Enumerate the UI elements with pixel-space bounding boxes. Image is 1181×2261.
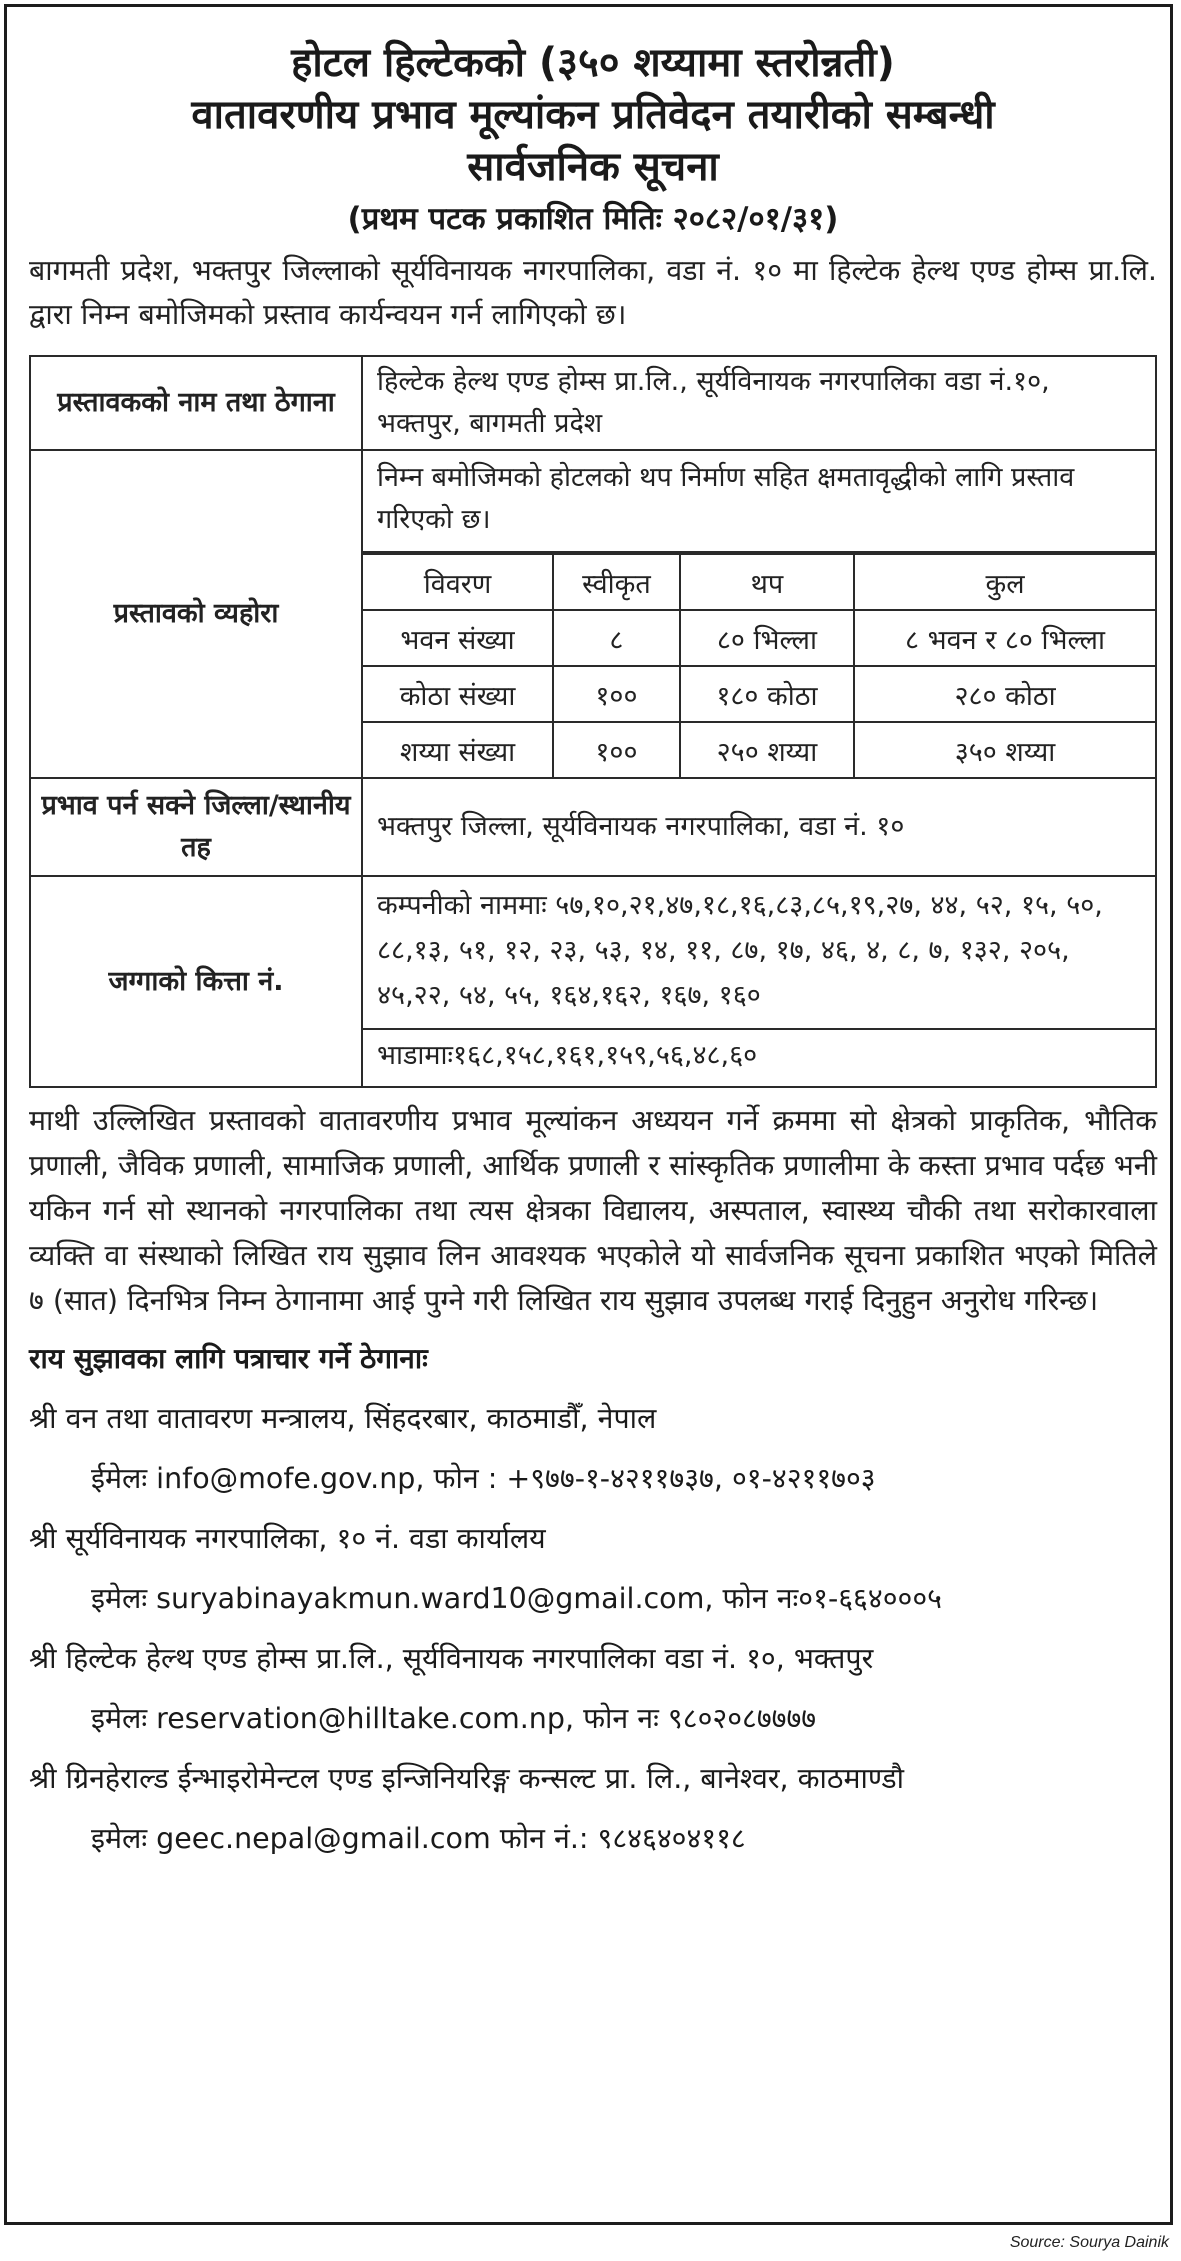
table-row (363, 610, 1155, 666)
table-cell: कोठा संख्या (363, 666, 553, 722)
table-row (30, 778, 1156, 876)
table-cell: १८० कोठा (680, 666, 854, 722)
contact-municipality: इमेलः suryabinayakmun.ward10@gmail.com, फोन नः०१-६६४०००५ (91, 1582, 942, 1615)
table-cell: २८० कोठा (854, 666, 1155, 722)
table-cell: ८ भवन र ८० भिल्ला (854, 610, 1155, 666)
proposal-description: निम्न बमोजिमको होटलको थप निर्माण सहित क्षमतावृद्धीको लागि प्रस्ताव गरिएको छ। (363, 451, 1155, 553)
table-row (30, 876, 1156, 1087)
proponent-value: हिल्टेक हेल्थ एण्ड होम्स प्रा.लि., सूर्यविनायक नगरपालिका वडा नं.१०, भक्तपुर, बागमती प्रदेश (362, 356, 1156, 450)
address-ministry: श्री वन तथा वातावरण मन्त्रालय, सिंहदरबार, काठमाडौँ, नेपाल (29, 1402, 657, 1435)
affected-area-value: भक्तपुर जिल्ला, सूर्यविनायक नगरपालिका, वडा नं. १० (362, 778, 1156, 876)
affected-area-label: प्रभाव पर्न सक्ने जिल्ला/स्थानीय तह (30, 778, 362, 876)
proponent-label: प्रस्तावकको नाम तथा ठेगाना (30, 356, 362, 450)
address-municipality: श्री सूर्यविनायक नगरपालिका, १० नं. वडा कार्यालय (29, 1522, 546, 1555)
notice-frame (4, 4, 1173, 2225)
capacity-table (363, 553, 1155, 777)
table-cell: शय्या संख्या (363, 722, 553, 777)
table-row (30, 450, 1156, 778)
table-cell: भवन संख्या (363, 610, 553, 666)
table-row (30, 356, 1156, 450)
header-cell: विवरण (363, 554, 553, 610)
table-row (363, 666, 1155, 722)
header-cell: कुल (854, 554, 1155, 610)
address-proponent: श्री हिल्टेक हेल्थ एण्ड होम्स प्रा.लि., सूर्यविनायक नगरपालिका वडा नं. १०, भक्तपुर (29, 1642, 874, 1675)
table-cell: ८० भिल्ला (680, 610, 854, 666)
table-cell: ८ (553, 610, 680, 666)
notice-title-line-1: होटल हिल्टेकको (३५० शय्यामा स्तरोन्नती) (291, 40, 895, 86)
contacts-heading: राय सुझावका लागि पत्राचार गर्ने ठेगानाः (29, 1342, 428, 1375)
table-cell: १०० (553, 666, 680, 722)
plot-company-numbers: कम्पनीको नाममाः ५७,१०,२१,४७,१८,१६,८३,८५,१९,२७, ४४, ५२, १५, ५०, ८८,१३, ५१, १२, २३, ५३, १४, ११, ८७, १७, ४६, ४, ८, ७, १३२, २०५, ४५,२२, ५४, ५५, १६४,१६२, १६७, १६० (363, 877, 1155, 1030)
header-cell: स्वीकृत (553, 554, 680, 610)
request-paragraph: माथी उल्लिखित प्रस्तावको वातावरणीय प्रभाव मूल्यांकन अध्ययन गर्ने क्रममा सो क्षेत्रको प्राकृतिक, भौतिक प्रणाली, जैविक प्रणाली, सामाजिक प्रणाली, आर्थिक प्रणाली र सांस्कृतिक प्रणालीमा के कस्ता प्रभाव पर्दछ भनी यकिन गर्न सो स्थानको नगरपालिका तथा त्यस क्षेत्रका विद्यालय, अस्पताल, स्वास्थ्य चौकी तथा सरोकारवाला व्यक्ति वा संस्थाको लिखित राय सुझाव लिन आवश्यक भएकोले यो सार्वजनिक सूचना प्रकाशित भएको मितिले ७ (सात) दिनभित्र निम्न ठेगानामा आई पुग्ने गरी लिखित राय सुझाव उपलब्ध गराई दिनुहुन अनुरोध गरिन्छ। (29, 1104, 1157, 1317)
proposal-table (29, 355, 1157, 1088)
proposal-label: प्रस्तावको व्यहोरा (30, 450, 362, 778)
contact-proponent: इमेलः reservation@hilltake.com.np, फोन नः ९८०२०८७७७७ (91, 1702, 817, 1735)
plot-number-cell (362, 876, 1156, 1087)
contact-consultant: इमेलः geec.nepal@gmail.com फोन नं.: ९८४६४०४११८ (91, 1822, 746, 1855)
plot-rent-numbers: भाडामाः१६८,१५८,१६१,१५९,५६,४८,६० (377, 1040, 758, 1071)
address-consultant: श्री ग्रिनहेराल्ड ईन्भाइरोमेन्टल एण्ड इन्जिनियरिङ्ग कन्सल्ट प्रा. लि., बानेश्वर, काठमाण्डौ (29, 1762, 905, 1795)
proposal-cell (362, 450, 1156, 778)
notice-title-line-3: सार्वजनिक सूचना (467, 144, 719, 190)
contact-ministry: ईमेलः info@mofe.gov.np, फोन : +९७७-१-४२११७३७, ०१-४२११७०३ (91, 1462, 876, 1495)
table-row (363, 722, 1155, 777)
published-date: (प्रथम पटक प्रकाशित मितिः २०८२/०१/३१) (347, 201, 839, 237)
source-credit: Source: Sourya Dainik (1009, 2234, 1169, 2251)
table-cell: ३५० शय्या (854, 722, 1155, 777)
capacity-header-row (363, 554, 1155, 610)
intro-paragraph: बागमती प्रदेश, भक्तपुर जिल्लाको सूर्यविनायक नगरपालिका, वडा नं. १० मा हिल्टेक हेल्थ एण्ड होम्स प्रा.लि. द्वारा निम्न बमोजिमको प्रस्ताव कार्यन्वयन गर्न लागिएको छ। (29, 254, 1157, 331)
plot-number-label: जग्गाको कित्ता नं. (30, 876, 362, 1087)
notice-content (29, 37, 1157, 1861)
header-cell: थप (680, 554, 854, 610)
table-cell: १०० (553, 722, 680, 777)
notice-title-line-2: वातावरणीय प्रभाव मूल्यांकन प्रतिवेदन तयारीको सम्बन्धी (191, 92, 995, 138)
table-cell: २५० शय्या (680, 722, 854, 777)
